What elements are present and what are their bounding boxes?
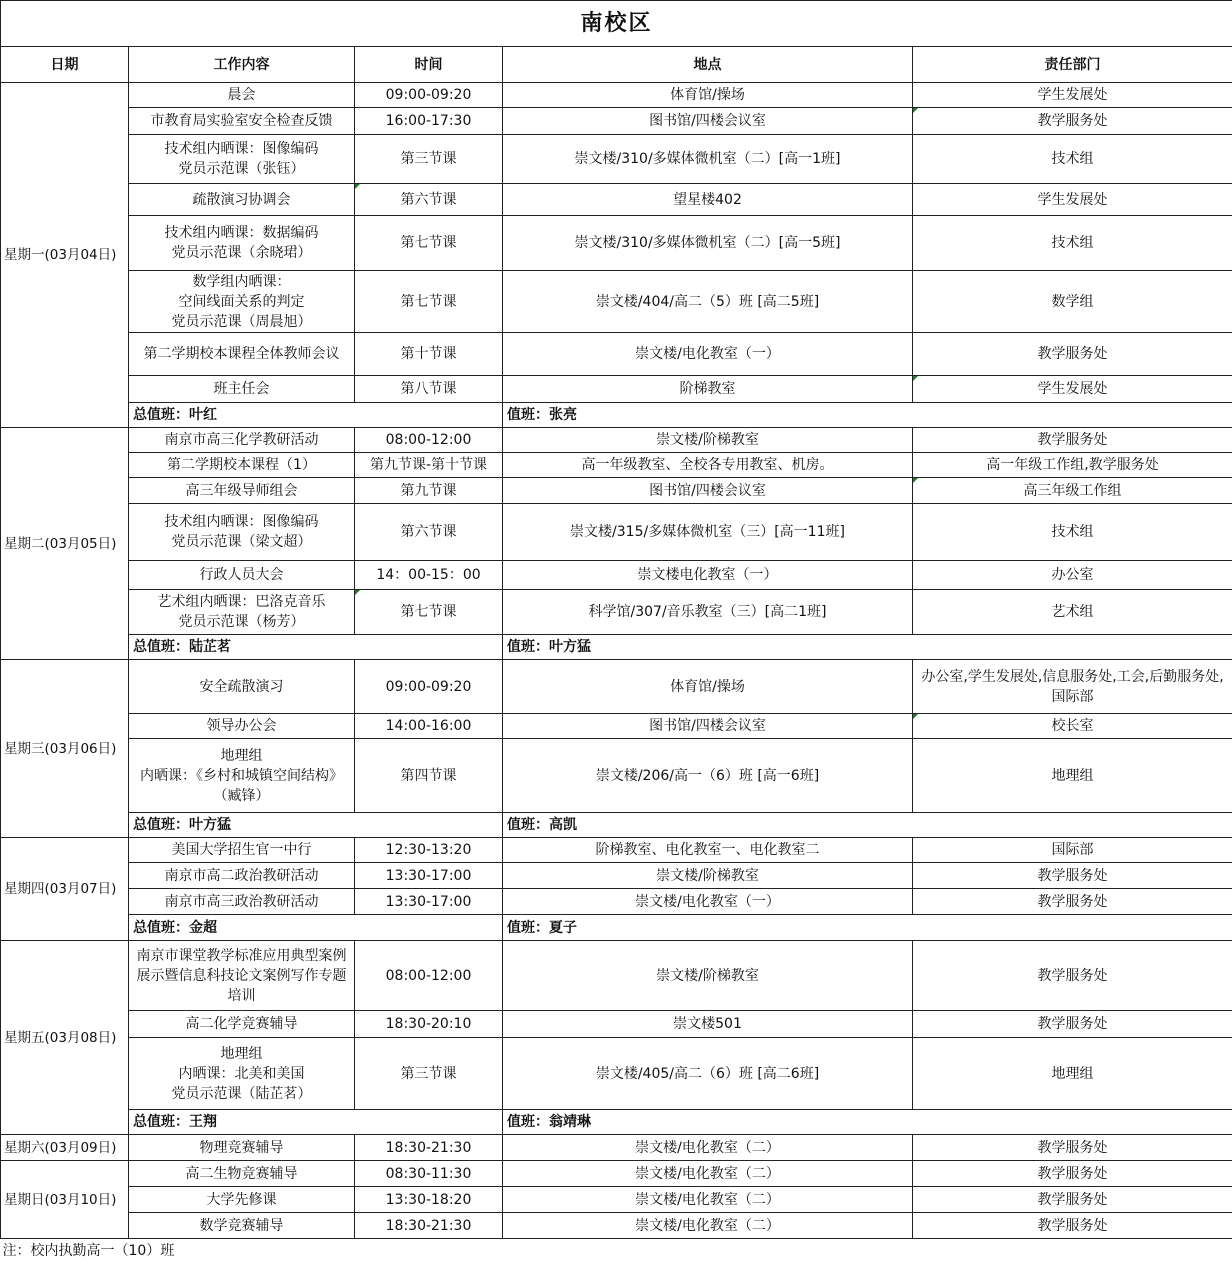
day-label: 星期四(03月07日) xyxy=(1,838,129,941)
cell-content: 技术组内晒课：图像编码 党员示范课（梁文超） xyxy=(129,504,355,561)
cell-content: 第二学期校本课程全体教师会议 xyxy=(129,333,355,376)
header-time: 时间 xyxy=(355,47,503,83)
table-row xyxy=(1,453,1232,478)
cell-content: 行政人员大会 xyxy=(129,561,355,590)
cell-place: 崇文楼/电化教室（一） xyxy=(503,333,913,376)
cell-place: 崇文楼/404/高二（5）班 [高二5班] xyxy=(503,271,913,333)
cell-time: 18:30-20:10 xyxy=(355,1011,503,1038)
table-row xyxy=(1,1011,1232,1038)
cell-time: 第六节课 xyxy=(355,184,503,216)
duty-total: 总值班：叶红 xyxy=(129,403,503,428)
header-place: 地点 xyxy=(503,47,913,83)
cell-content: 技术组内晒课：图像编码 党员示范课（张钰） xyxy=(129,135,355,184)
table-row xyxy=(1,135,1232,184)
cell-time: 第六节课 xyxy=(355,504,503,561)
cell-content: 市教育局实验室安全检查反馈 xyxy=(129,108,355,135)
cell-content: 地理组 内晒课：北美和美国 党员示范课（陆芷茗） xyxy=(129,1038,355,1110)
cell-content: 南京市高二政治教研活动 xyxy=(129,863,355,889)
table-row xyxy=(1,863,1232,889)
cell-time: 12:30-13:20 xyxy=(355,838,503,863)
page-title: 南校区 xyxy=(1,1,1232,47)
cell-content: 班主任会 xyxy=(129,376,355,403)
cell-time: 18:30-21:30 xyxy=(355,1213,503,1239)
table-row xyxy=(1,478,1232,504)
cell-dept: 艺术组 xyxy=(913,590,1232,635)
cell-content: 南京市课堂教学标准应用典型案例展示暨信息科技论文案例写作专题培训 xyxy=(129,941,355,1011)
cell-place: 崇文楼/电化教室（一） xyxy=(503,889,913,915)
table-row xyxy=(1,590,1232,635)
duty-row xyxy=(1,915,1232,941)
cell-content: 高三年级导师组会 xyxy=(129,478,355,504)
cell-place: 崇文楼/405/高二（6）班 [高二6班] xyxy=(503,1038,913,1110)
header-content: 工作内容 xyxy=(129,47,355,83)
duty-staff: 值班：张亮 xyxy=(503,403,1232,428)
cell-place: 崇文楼/电化教室（二） xyxy=(503,1213,913,1239)
cell-time: 09:00-09:20 xyxy=(355,660,503,714)
cell-time: 第四节课 xyxy=(355,739,503,813)
table-row xyxy=(1,714,1232,739)
table-row xyxy=(1,941,1232,1011)
header-dept: 责任部门 xyxy=(913,47,1232,83)
cell-dept: 数学组 xyxy=(913,271,1232,333)
table-row xyxy=(1,660,1232,714)
cell-content: 地理组 内晒课：《乡村和城镇空间结构》（臧锋） xyxy=(129,739,355,813)
cell-time: 第九节课 xyxy=(355,478,503,504)
cell-place: 崇文楼/阶梯教室 xyxy=(503,941,913,1011)
cell-time: 14:00-16:00 xyxy=(355,714,503,739)
cell-place: 崇文楼/阶梯教室 xyxy=(503,863,913,889)
cell-time: 08:30-11:30 xyxy=(355,1161,503,1187)
footer-note: 注：校内执勤高一（10）班 xyxy=(2,1243,175,1259)
cell-place: 崇文楼/电化教室（二） xyxy=(503,1161,913,1187)
table-row xyxy=(1,184,1232,216)
table-row xyxy=(1,1213,1232,1239)
cell-place: 阶梯教室 xyxy=(503,376,913,403)
cell-time: 第七节课 xyxy=(355,216,503,271)
cell-dept: 教学服务处 xyxy=(913,1187,1232,1213)
cell-place: 阶梯教室、电化教室一、电化教室二 xyxy=(503,838,913,863)
cell-dept: 教学服务处 xyxy=(913,1161,1232,1187)
table-row xyxy=(1,376,1232,403)
cell-place: 望星楼402 xyxy=(503,184,913,216)
cell-time: 第十节课 xyxy=(355,333,503,376)
cell-place: 体育馆/操场 xyxy=(503,660,913,714)
cell-place: 崇文楼电化教室（一） xyxy=(503,561,913,590)
cell-place: 崇文楼/310/多媒体微机室（二）[高一5班] xyxy=(503,216,913,271)
cell-dept: 教学服务处 xyxy=(913,108,1232,135)
table-row xyxy=(1,216,1232,271)
cell-dept: 高三年级工作组 xyxy=(913,478,1232,504)
cell-time: 第三节课 xyxy=(355,135,503,184)
table-row xyxy=(1,561,1232,590)
duty-total: 总值班：陆芷茗 xyxy=(129,635,503,660)
cell-place: 图书馆/四楼会议室 xyxy=(503,108,913,135)
cell-place: 崇文楼501 xyxy=(503,1011,913,1038)
cell-dept: 学生发展处 xyxy=(913,184,1232,216)
cell-place: 崇文楼/310/多媒体微机室（二）[高一1班] xyxy=(503,135,913,184)
cell-content: 技术组内晒课：数据编码 党员示范课（余晓珺） xyxy=(129,216,355,271)
duty-staff: 值班：叶方猛 xyxy=(503,635,1232,660)
cell-dept: 教学服务处 xyxy=(913,1011,1232,1038)
header-date: 日期 xyxy=(1,47,129,83)
cell-content: 安全疏散演习 xyxy=(129,660,355,714)
cell-content: 高二化学竞赛辅导 xyxy=(129,1011,355,1038)
table-row xyxy=(1,333,1232,376)
table-row xyxy=(1,1161,1232,1187)
duty-row xyxy=(1,403,1232,428)
cell-content: 领导办公会 xyxy=(129,714,355,739)
cell-time: 第七节课 xyxy=(355,271,503,333)
cell-place: 高一年级教室、全校各专用教室、机房。 xyxy=(503,453,913,478)
table-row xyxy=(1,889,1232,915)
cell-content: 大学先修课 xyxy=(129,1187,355,1213)
cell-time: 13:30-17:00 xyxy=(355,863,503,889)
cell-content: 第二学期校本课程（1） xyxy=(129,453,355,478)
table-row xyxy=(1,271,1232,333)
duty-staff: 值班：高凯 xyxy=(503,813,1232,838)
cell-time: 13:30-18:20 xyxy=(355,1187,503,1213)
day-label: 星期六(03月09日) xyxy=(1,1135,129,1161)
duty-row xyxy=(1,635,1232,660)
table-row xyxy=(1,739,1232,813)
cell-dept: 技术组 xyxy=(913,216,1232,271)
cell-content: 疏散演习协调会 xyxy=(129,184,355,216)
cell-place: 崇文楼/阶梯教室 xyxy=(503,428,913,453)
table-row xyxy=(1,83,1232,108)
duty-total: 总值班：金超 xyxy=(129,915,503,941)
day-label: 星期一(03月04日) xyxy=(1,83,129,428)
table-row xyxy=(1,504,1232,561)
cell-place: 科学馆/307/音乐教室（三）[高二1班] xyxy=(503,590,913,635)
cell-dept: 教学服务处 xyxy=(913,889,1232,915)
cell-time: 16:00-17:30 xyxy=(355,108,503,135)
cell-dept: 地理组 xyxy=(913,1038,1232,1110)
day-label: 星期二(03月05日) xyxy=(1,428,129,660)
cell-dept: 技术组 xyxy=(913,504,1232,561)
cell-dept: 办公室 xyxy=(913,561,1232,590)
table-row xyxy=(1,428,1232,453)
day-label: 星期日(03月10日) xyxy=(1,1161,129,1239)
cell-time: 08:00-12:00 xyxy=(355,941,503,1011)
cell-time: 第八节课 xyxy=(355,376,503,403)
cell-content: 南京市高三化学教研活动 xyxy=(129,428,355,453)
cell-content: 数学组内晒课： 空间线面关系的判定 党员示范课（周晨旭） xyxy=(129,271,355,333)
cell-time: 第三节课 xyxy=(355,1038,503,1110)
cell-place: 图书馆/四楼会议室 xyxy=(503,714,913,739)
table-row xyxy=(1,838,1232,863)
cell-dept: 校长室 xyxy=(913,714,1232,739)
duty-staff: 值班：夏子 xyxy=(503,915,1232,941)
cell-content: 美国大学招生官一中行 xyxy=(129,838,355,863)
cell-dept: 高一年级工作组,教学服务处 xyxy=(913,453,1232,478)
cell-dept: 学生发展处 xyxy=(913,83,1232,108)
cell-time: 18:30-21:30 xyxy=(355,1135,503,1161)
cell-dept: 办公室,学生发展处,信息服务处,工会,后勤服务处,国际部 xyxy=(913,660,1232,714)
cell-dept: 国际部 xyxy=(913,838,1232,863)
cell-time: 13:30-17:00 xyxy=(355,889,503,915)
cell-content: 晨会 xyxy=(129,83,355,108)
table-row xyxy=(1,1187,1232,1213)
cell-place: 崇文楼/电化教室（二） xyxy=(503,1135,913,1161)
duty-total: 总值班：王翔 xyxy=(129,1110,503,1135)
cell-place: 崇文楼/206/高一（6）班 [高一6班] xyxy=(503,739,913,813)
duty-row xyxy=(1,1110,1232,1135)
cell-dept: 教学服务处 xyxy=(913,333,1232,376)
cell-time: 09:00-09:20 xyxy=(355,83,503,108)
cell-content: 艺术组内晒课：巴洛克音乐 党员示范课（杨芳） xyxy=(129,590,355,635)
cell-place: 图书馆/四楼会议室 xyxy=(503,478,913,504)
cell-time: 第九节课-第十节课 xyxy=(355,453,503,478)
cell-dept: 学生发展处 xyxy=(913,376,1232,403)
cell-dept: 教学服务处 xyxy=(913,428,1232,453)
cell-dept: 教学服务处 xyxy=(913,1213,1232,1239)
cell-time: 08:00-12:00 xyxy=(355,428,503,453)
cell-time: 14：00-15：00 xyxy=(355,561,503,590)
cell-dept: 教学服务处 xyxy=(913,1135,1232,1161)
cell-dept: 教学服务处 xyxy=(913,941,1232,1011)
duty-row xyxy=(1,813,1232,838)
cell-content: 南京市高三政治教研活动 xyxy=(129,889,355,915)
cell-time: 第七节课 xyxy=(355,590,503,635)
cell-place: 崇文楼/315/多媒体微机室（三）[高一11班] xyxy=(503,504,913,561)
table-row xyxy=(1,1135,1232,1161)
cell-content: 物理竞赛辅导 xyxy=(129,1135,355,1161)
table-row xyxy=(1,1038,1232,1110)
table-row xyxy=(1,108,1232,135)
cell-place: 崇文楼/电化教室（二） xyxy=(503,1187,913,1213)
duty-staff: 值班：翁靖琳 xyxy=(503,1110,1232,1135)
cell-content: 高二生物竞赛辅导 xyxy=(129,1161,355,1187)
day-label: 星期五(03月08日) xyxy=(1,941,129,1135)
cell-place: 体育馆/操场 xyxy=(503,83,913,108)
cell-dept: 技术组 xyxy=(913,135,1232,184)
cell-content: 数学竞赛辅导 xyxy=(129,1213,355,1239)
day-label: 星期三(03月06日) xyxy=(1,660,129,838)
cell-dept: 地理组 xyxy=(913,739,1232,813)
cell-dept: 教学服务处 xyxy=(913,863,1232,889)
duty-total: 总值班：叶方猛 xyxy=(129,813,503,838)
